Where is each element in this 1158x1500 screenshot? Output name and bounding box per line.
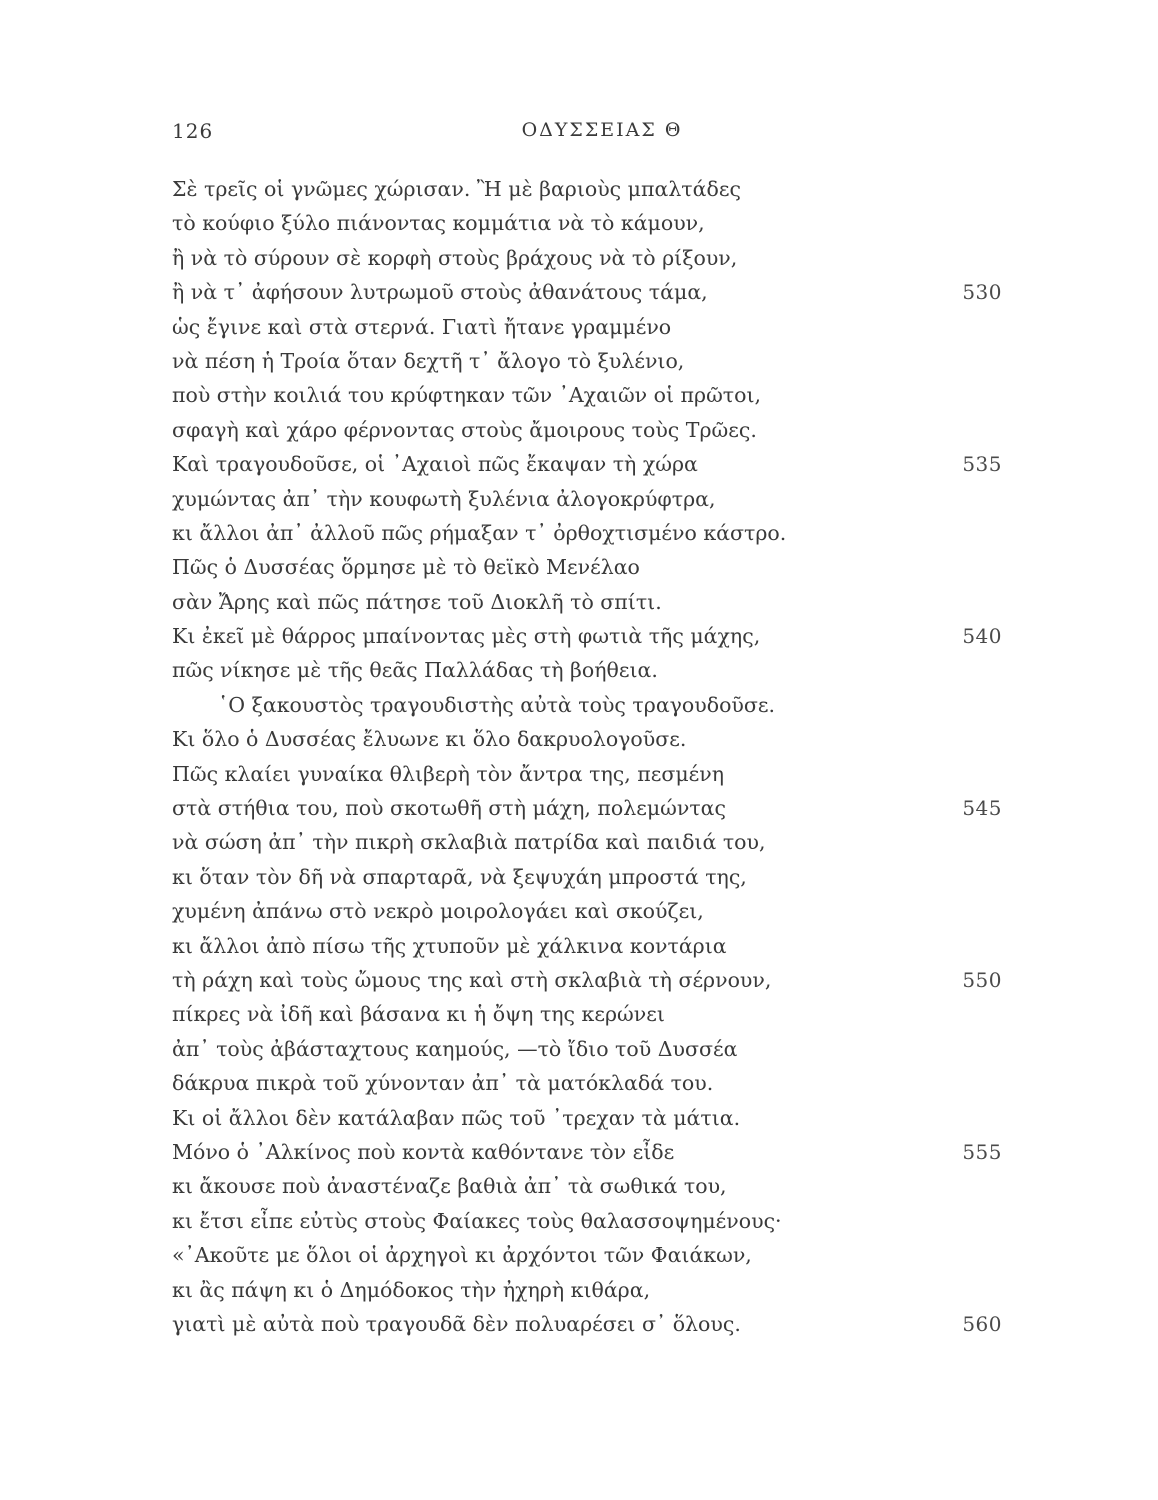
verse-text: τὴ ράχη καὶ τοὺς ὤμους της καὶ στὴ σκλαβιὰ τὴ σέρνουν, (172, 967, 772, 992)
verse-line (172, 413, 1002, 447)
line-number: 550 (962, 967, 1002, 992)
verse-line (172, 241, 1002, 275)
verse-line (172, 688, 1002, 722)
verse-text: Κι ὅλο ὁ Δυσσέας ἔλυωνε κι ὅλο δακρυολογοῦσε. (172, 727, 687, 752)
verse-line (172, 1273, 1002, 1307)
verse-text: κι ἄλλοι ἀπὸ πίσω τῆς χτυποῦν μὲ χάλκινα κοντάρια (172, 933, 727, 958)
verse-line (172, 619, 1002, 653)
verse-text: σφαγὴ καὶ χάρο φέρνοντας στοὺς ἄμοιρους τοὺς Τρῶες. (172, 417, 757, 442)
verse-line (172, 1135, 1002, 1169)
line-number: 560 (962, 1311, 1002, 1336)
verse-text: τὸ κούφιο ξύλο πιάνοντας κομμάτια νὰ τὸ κάμουν, (172, 211, 705, 236)
verse-line (172, 722, 1002, 756)
verse-text: νὰ πέση ἡ Τροία ὅταν δεχτῆ τ᾿ ἄλογο τὸ ξυλένιο, (172, 348, 685, 373)
verse-line (172, 516, 1002, 550)
running-title: ΟΔΥΣΣΕΙΑΣ Θ (521, 119, 683, 141)
verse-text: γιατὶ μὲ αὐτὰ ποὺ τραγουδᾶ δὲν πολυαρέσει σ᾿ ὅλους. (172, 1311, 741, 1336)
verse-text: Πῶς κλαίει γυναίκα θλιβερὴ τὸν ἄντρα της, πεσμένη (172, 761, 725, 786)
line-number: 540 (962, 624, 1002, 649)
verse-text: κι ἄκουσε ποὺ ἀναστέναζε βαθιὰ ἀπ᾿ τὰ σωθικά του, (172, 1174, 727, 1199)
verse-text: ἀπ᾿ τοὺς ἀβάσταχτους καημούς, —τὸ ἴδιο τοῦ Δυσσέα (172, 1036, 738, 1061)
verse-text: Κι οἱ ἄλλοι δὲν κατάλαβαν πῶς τοῦ ᾿τρεχαν τὰ μάτια. (172, 1105, 741, 1130)
verse-line (172, 1101, 1002, 1135)
running-head (172, 119, 1002, 149)
verse-line (172, 447, 1002, 481)
verse-text: Πῶς ὁ Δυσσέας ὅρμησε μὲ τὸ θεϊκὸ Μενέλαο (172, 555, 640, 580)
verse-text: κι ἄλλοι ἀπ᾿ ἀλλοῦ πῶς ρήμαξαν τ᾿ ὀρθοχτισμένο κάστρο. (172, 520, 787, 545)
verse-line (172, 275, 1002, 309)
verse-text: Σὲ τρεῖς οἱ γνῶμες χώρισαν. Ἢ μὲ βαριοὺς μπαλτάδες (172, 177, 741, 201)
verse-text: κι ὅταν τὸν δῆ νὰ σπαρταρᾶ, νὰ ξεψυχάη μπροστά της, (172, 864, 747, 889)
line-number: 545 (962, 796, 1002, 821)
verse-line (172, 1066, 1002, 1100)
verse-line (172, 1238, 1002, 1272)
verse-text: ὡς ἔγινε καὶ στὰ στερνά. Γιατὶ ἤτανε γραμμένο (172, 314, 672, 339)
line-number: 555 (962, 1139, 1002, 1164)
verse-text: στὰ στήθια του, ποὺ σκοτωθῆ στὴ μάχη, πολεμώντας (172, 796, 727, 821)
verse-text: νὰ σώση ἀπ᾿ τὴν πικρὴ σκλαβιὰ πατρίδα καὶ παιδιά του, (172, 830, 766, 855)
verse-line (172, 482, 1002, 516)
verse-block (172, 172, 1002, 1341)
verse-line (172, 585, 1002, 619)
verse-line (172, 963, 1002, 997)
verse-text: χυμώντας ἀπ᾿ τὴν κουφωτὴ ξυλένια ἀλογοκρύφτρα, (172, 486, 716, 511)
verse-text: «᾿Ακοῦτε με ὅλοι οἱ ἀρχηγοὶ κι ἀρχόντοι τῶν Φαιάκων, (172, 1243, 752, 1268)
verse-text: Κι ἐκεῖ μὲ θάρρος μπαίνοντας μὲς στὴ φωτιὰ τῆς μάχης, (172, 624, 761, 649)
verse-text: δάκρυα πικρὰ τοῦ χύνονταν ἀπ᾿ τὰ ματόκλαδά του. (172, 1071, 714, 1096)
verse-line (172, 860, 1002, 894)
verse-line (172, 825, 1002, 859)
verse-text: ῾Ο ξακουστὸς τραγουδιστὴς αὐτὰ τοὺς τραγουδοῦσε. (218, 692, 776, 717)
line-number: 530 (962, 280, 1002, 305)
verse-text: πίκρες νὰ ἰδῆ καὶ βάσανα κι ἡ ὄψη της κερώνει (172, 1002, 665, 1027)
verse-line (172, 1204, 1002, 1238)
verse-line (172, 310, 1002, 344)
verse-text: ἢ νὰ τὸ σύρουν σὲ κορφὴ στοὺς βράχους νὰ τὸ ρίξουν, (172, 245, 738, 270)
verse-line (172, 550, 1002, 584)
verse-text: χυμένη ἀπάνω στὸ νεκρὸ μοιρολογάει καὶ σκούζει, (172, 899, 704, 924)
verse-text: κι ἔτσι εἶπε εὐτὺς στοὺς Φαίακες τοὺς θαλασσοψημένους· (172, 1208, 782, 1233)
verse-line (172, 929, 1002, 963)
verse-line (172, 1169, 1002, 1203)
verse-text: σὰν Ἄρης καὶ πῶς πάτησε τοῦ Διοκλῆ τὸ σπίτι. (172, 589, 662, 614)
verse-line (172, 997, 1002, 1031)
verse-line (172, 1307, 1002, 1341)
verse-text: κι ἂς πάψη κι ὁ Δημόδοκος τὴν ἠχηρὴ κιθάρα, (172, 1277, 651, 1302)
verse-text: Καὶ τραγουδοῦσε, οἱ ᾿Αχαιοὶ πῶς ἔκαψαν τὴ χώρα (172, 452, 698, 477)
verse-line (172, 894, 1002, 928)
verse-line (172, 378, 1002, 412)
verse-line (172, 1032, 1002, 1066)
verse-line (172, 757, 1002, 791)
verse-line (172, 344, 1002, 378)
verse-line (172, 206, 1002, 240)
verse-line (172, 791, 1002, 825)
line-number: 535 (962, 452, 1002, 477)
verse-text: πῶς νίκησε μὲ τῆς θεᾶς Παλλάδας τὴ βοήθεια. (172, 658, 658, 683)
verse-line (172, 653, 1002, 687)
verse-text: ἢ νὰ τ᾿ ἀφήσουν λυτρωμοῦ στοὺς ἀθανάτους τάμα, (172, 280, 708, 305)
verse-line (172, 172, 1002, 206)
verse-text: ποὺ στὴν κοιλιά του κρύφτηκαν τῶν ᾿Αχαιῶν οἱ πρῶτοι, (172, 383, 762, 408)
page-number: 126 (172, 119, 214, 143)
verse-text: Μόνο ὁ ᾿Αλκίνος ποὺ κοντὰ καθόντανε τὸν εἶδε (172, 1139, 675, 1164)
